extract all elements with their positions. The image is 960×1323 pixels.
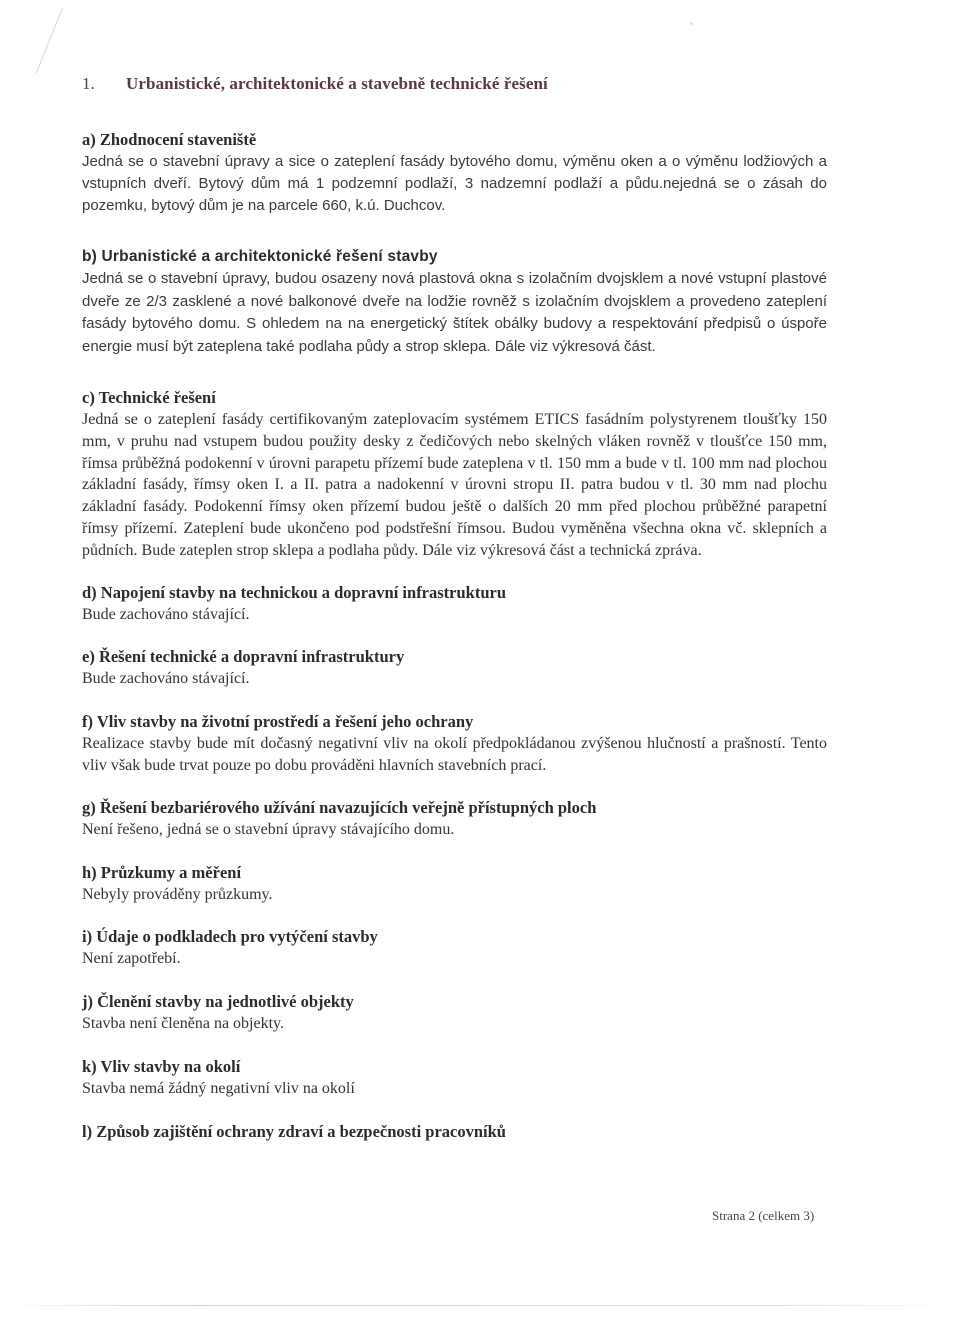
section-j-body: Stavba není členěna na objekty. (82, 1015, 284, 1033)
scan-mark (36, 8, 63, 73)
section-k (82, 1056, 827, 1100)
section-c-body: Jedná se o zateplení fasády certifikovaným zateplovacím systémem ETICS fasádním polystyrenem tloušťky 150 mm, v pruhu nad vstupem budou použity desky z čedičových nebo skelných vláken rovněž v tloušťce 150 mm, římsa průběžná podokenní v úrovni parapetu přízemí bude zateplena v tl. 150 mm a bude v tl. 100 mm nad plochou základní fasády, římsy oken I. a II. patra a nadokenní v úrovni stropu II. patra budou v tl. 30 mm nad plochu základní fasády. Podokenní římsy oken přízemí budou ještě o dalších 20 mm před plochou průběžné parapetní římsy přízemí. Zateplení bude ukončeno pod podstřešní římsou. Budou vyměněna všechna okna vč. sklepních a půdních. Bude zateplen strop sklepa a podlaha půdy. Dále viz výkresová část a technická zpráva. (82, 411, 827, 559)
section-b-body: Jedná se o stavební úpravy, budou osazeny nová plastová okna s izolačním dvojsklem a nové vstupní plastové dveře ze 2/3 zasklené a nové balkonové dveře na lodžie rovněž s izolačním dvojsklem a provedeno zateplení fasády bytového domu. S ohledem na na energetický štítek obálky budovy a respektování předpisů o úspoře energie musí být zateplena také podlaha půdy a strop sklepa. Dále viz výkresová část. (82, 270, 827, 355)
section-d-body: Bude zachováno stávající. (82, 605, 250, 623)
section-c-title: c) Technické řešení (82, 388, 216, 408)
document-content (82, 129, 827, 1143)
section-h (82, 862, 827, 906)
section-g-body: Není řešeno, jedná se o stavební úpravy stávajícího domu. (82, 820, 455, 838)
scan-speck (690, 22, 693, 25)
section-f-body: Realizace stavby bude mít dočasný negativní vliv na okolí předpokládanou zvýšenou hlučností a prašností. Tento vliv však bude trvat pouze po dobu prováděni hlavních stavebních prací. (82, 735, 827, 774)
section-i-title: i) Údaje o podkladech pro vytýčení stavby (82, 927, 378, 947)
section-l (82, 1121, 827, 1143)
section-f (82, 711, 827, 777)
section-d (82, 582, 827, 626)
section-l-title: l) Způsob zajištění ochrany zdraví a bezpečnosti pracovníků (82, 1121, 506, 1141)
section-f-title: f) Vliv stavby na životní prostředí a řešení jeho ochrany (82, 712, 474, 732)
section-i (82, 926, 827, 970)
section-e-body: Bude zachováno stávající. (82, 670, 250, 688)
section-e-title: e) Řešení technické a dopravní infrastruktury (82, 647, 405, 667)
section-a-title: a) Zhodnocení staveniště (82, 130, 257, 149)
section-d-title: d) Napojení stavby na technickou a dopravní infrastrukturu (82, 582, 507, 602)
section-j (82, 991, 827, 1035)
section-j-title: j) Členění stavby na jednotlivé objekty (82, 992, 354, 1012)
scan-edge-line (0, 1305, 960, 1306)
section-k-title: k) Vliv stavby na okolí (82, 1056, 241, 1076)
section-c (82, 387, 827, 562)
main-heading (82, 74, 548, 94)
main-heading-number: 1. (82, 74, 95, 93)
section-a-body: Jedná se o stavební úpravy a sice o zateplení fasády bytového domu, výměnu oken a o výměnu lodžiových a vstupních dveří. Bytový dům má 1 podzemní podlaží, 3 nadzemní podlaží a půdu.nejedná se o zásah do pozemku, bytový dům je na parcele 660, k.ú. Duchcov. (82, 153, 827, 214)
section-k-body: Stavba nemá žádný negativní vliv na okolí (82, 1079, 355, 1097)
section-b-title: b) Urbanistické a architektonické řešení stavby (82, 248, 438, 266)
section-b (82, 246, 827, 358)
section-g (82, 797, 827, 841)
page-footer: Strana 2 (celkem 3) (712, 1208, 815, 1223)
main-heading-text: Urbanistické, architektonické a stavebně technické řešení (126, 74, 548, 93)
section-i-body: Není zapotřebí. (82, 950, 181, 968)
section-a (82, 129, 827, 216)
section-g-title: g) Řešení bezbariérového užívání navazujících veřejně přístupných ploch (82, 797, 597, 817)
section-h-title: h) Průzkumy a měření (82, 862, 242, 882)
section-e (82, 646, 827, 690)
section-h-body: Nebyly prováděny průzkumy. (82, 885, 273, 903)
